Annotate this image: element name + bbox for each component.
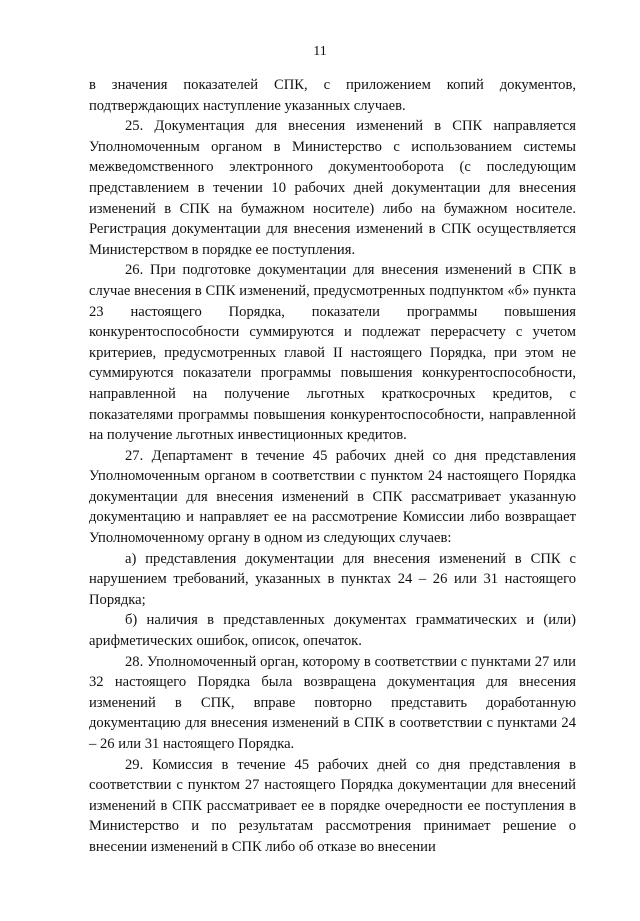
paragraph-25: 25. Документация для внесения изменений в СПК направляется Уполномоченным органом в Министерство с использованием системы межведомственного электронного документооборота (с последующим представлением в течении 10 рабочих дней документации для внесения изменений в СПК на бумажном носителе) либо на бумажном носителе. Регистрация документации для внесения изменений в СПК осуществляется Министерством в порядке ее поступления. xyxy=(89,118,576,258)
paragraph-27-a: а) представления документации для внесения изменений в СПК с нарушением требований, указанных в пунктах 24 – 26 или 31 настоящего Порядка; xyxy=(89,550,576,608)
paragraph-continuation: в значения показателей СПК, с приложением копий документов, подтверждающих наступление указанных случаев. xyxy=(89,77,576,114)
paragraph-29: 29. Комиссия в течение 45 рабочих дней со дня представления в соответствии с пунктом 27 настоящего Порядка документации для внесений изменений в СПК рассматривает ее в порядке очередности ее поступления в Министерство и по результатам рассмотрения принимает решение о внесении изменений в СПК либо об отказе во внесении xyxy=(89,756,576,855)
paragraph-28: 28. Уполномоченный орган, которому в соответствии с пунктами 27 или 32 настоящего Порядка была возвращена документация для внесения изменений в СПК, вправе повторно представить доработанную документацию для внесения изменений в СПК в соответствии с пунктами 24 – 26 или 31 настоящего Порядка. xyxy=(89,653,576,752)
paragraph-27-b: б) наличия в представленных документах грамматических и (или) арифметических ошибок, описок, опечаток. xyxy=(89,612,576,650)
page-number: 11 xyxy=(313,44,327,59)
paragraph-26: 26. При подготовке документации для внесения изменений в СПК в случае внесения в СПК изменений, предусмотренных подпунктом «б» пункта 23 настоящего Порядка, показатели программы повышения конкурентоспособности суммируются и подлежат перерасчету с учетом критериев, предусмотренных главой II настоящего Порядка, при этом не суммируются показатели программы повышения конкурентоспособности, направленной на получение льготных краткосрочных кредитов, с показателями программы повышения конкурентоспособности, направленной на получение льготных инвестиционных кредитов. xyxy=(89,262,576,444)
document-body xyxy=(89,75,576,858)
paragraph-27: 27. Департамент в течение 45 рабочих дней со дня представления Уполномоченным органом в соответствии с пунктом 24 настоящего Порядка документации для внесения изменений в СПК рассматривает указанную документацию и направляет ее на рассмотрение Комиссии либо возвращает Уполномоченному органу в одном из следующих случаев: xyxy=(89,447,576,547)
